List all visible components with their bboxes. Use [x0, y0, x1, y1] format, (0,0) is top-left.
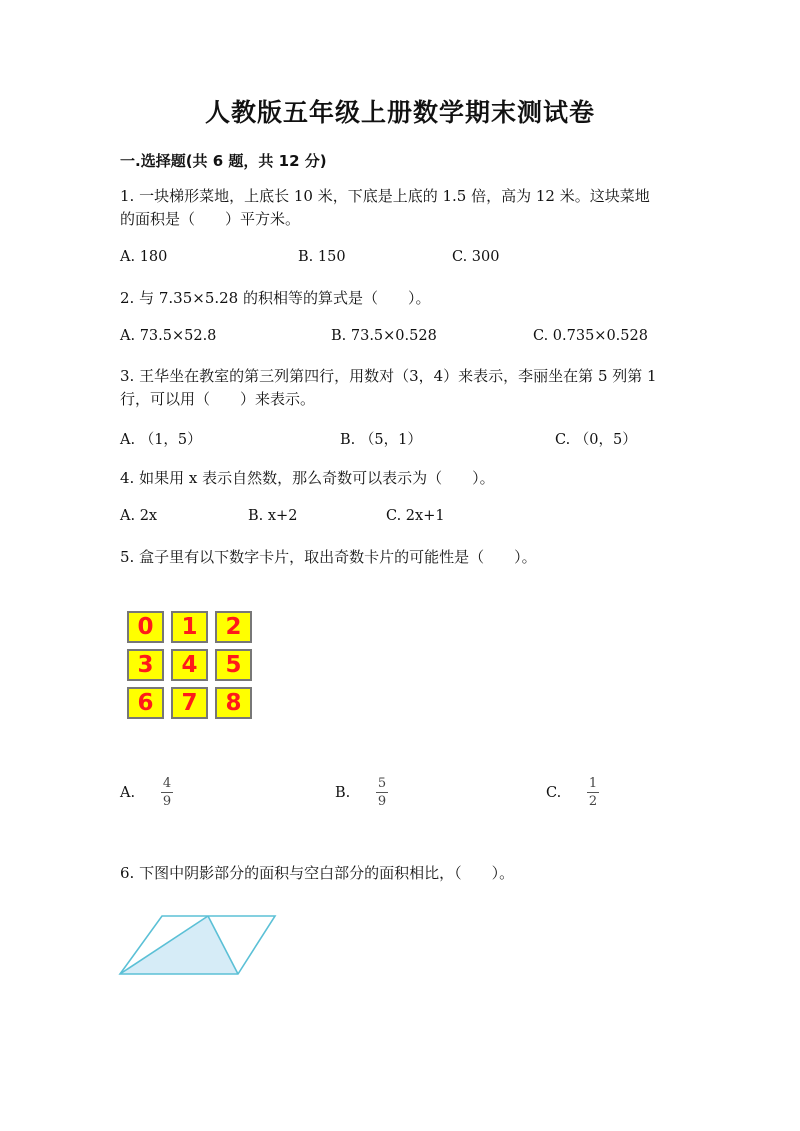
fraction-bar [587, 792, 599, 793]
number-card: 0 [127, 611, 164, 643]
question-4 [120, 467, 680, 490]
question-4-option-a: A. 2x [120, 508, 158, 524]
question-4-option-b: B. x+2 [248, 508, 298, 524]
number-card: 7 [171, 687, 208, 719]
number-card-grid [127, 611, 253, 721]
fraction-denominator: 9 [377, 794, 387, 809]
question-6-line-1: 6. 下图中阴影部分的面积与空白部分的面积相比，（ ）。 [120, 864, 515, 882]
question-5-option-c-fraction [585, 776, 601, 809]
number-card: 6 [127, 687, 164, 719]
question-1-option-b: B. 150 [298, 249, 346, 265]
number-card: 8 [215, 687, 252, 719]
question-5-option-a-label: A. [120, 785, 136, 801]
question-5-option-c-label: C. [546, 785, 562, 801]
question-5-line-1: 5. 盒子里有以下数字卡片，取出奇数卡片的可能性是（ ）。 [120, 548, 537, 566]
question-2 [120, 287, 680, 310]
question-2-line-1: 2. 与 7.35×5.28 的积相等的算式是（ ）。 [120, 289, 431, 307]
question-5-option-b-label: B. [335, 785, 351, 801]
shaded-triangle [120, 916, 238, 974]
question-3-line-1: 3. 王华坐在教室的第三列第四行，用数对（3，4）来表示，李丽坐在第 5 列第 1 [120, 367, 657, 385]
question-3-option-c: C. （0，5） [555, 432, 637, 448]
question-4-line-1: 4. 如果用 x 表示自然数，那么奇数可以表示为（ ）。 [120, 469, 495, 487]
number-card: 5 [215, 649, 252, 681]
question-1-line-2: 的面积是（ ）平方米。 [120, 210, 301, 228]
fraction-numerator: 5 [377, 776, 387, 791]
fraction-bar [161, 792, 173, 793]
number-card: 3 [127, 649, 164, 681]
question-6 [120, 862, 680, 885]
question-1-option-c: C. 300 [452, 249, 500, 265]
number-card: 4 [171, 649, 208, 681]
section-heading: 一.选择题(共 6 题，共 12 分) [120, 152, 327, 170]
fraction-denominator: 2 [588, 794, 598, 809]
question-1-option-a: A. 180 [120, 249, 168, 265]
question-5-option-a-fraction [159, 776, 175, 809]
question-1-line-1: 1. 一块梯形菜地，上底长 10 米，下底是上底的 1.5 倍，高为 12 米。这块菜地 [120, 187, 650, 205]
question-3-option-a: A. （1，5） [120, 432, 202, 448]
number-card: 2 [215, 611, 252, 643]
question-2-option-b: B. 73.5×0.528 [331, 328, 437, 344]
question-2-option-a: A. 73.5×52.8 [120, 328, 217, 344]
question-3-line-2: 行，可以用（ ）来表示。 [120, 390, 316, 408]
question-5 [120, 546, 680, 569]
question-1 [120, 185, 680, 231]
question-3 [120, 365, 680, 411]
parallelogram-figure [118, 910, 278, 978]
fraction-bar [376, 792, 388, 793]
fraction-numerator: 1 [588, 776, 598, 791]
question-4-option-c: C. 2x+1 [386, 508, 445, 524]
page-title: 人教版五年级上册数学期末测试卷 [204, 98, 595, 127]
question-5-option-b-fraction [374, 776, 390, 809]
fraction-numerator: 4 [162, 776, 172, 791]
number-card: 1 [171, 611, 208, 643]
question-2-option-c: C. 0.735×0.528 [533, 328, 648, 344]
question-3-option-b: B. （5，1） [340, 432, 422, 448]
fraction-denominator: 9 [162, 794, 172, 809]
